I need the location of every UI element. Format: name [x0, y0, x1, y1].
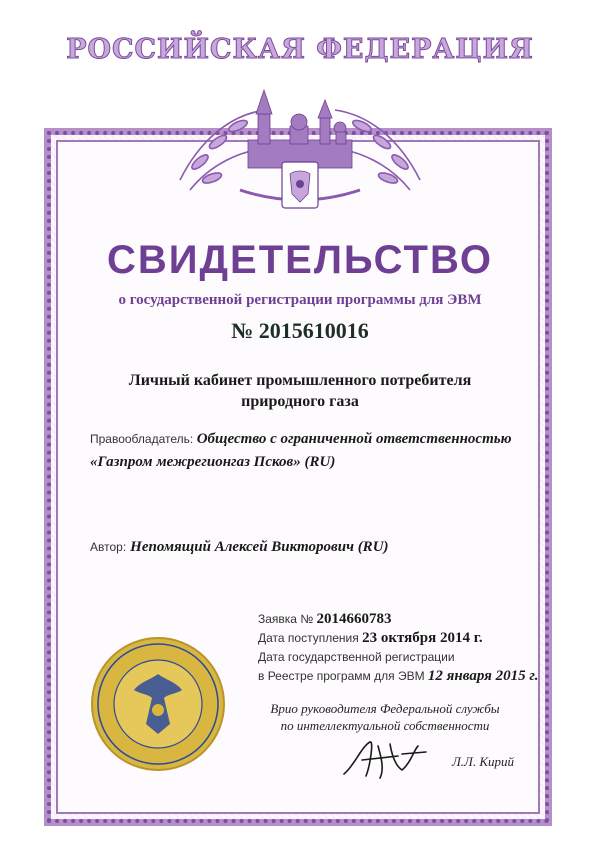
- official-position-line1: Врио руководителя Федеральной службы: [270, 701, 500, 716]
- program-name-line1: Личный кабинет промышленного потребителя: [128, 372, 472, 389]
- rightholder-label: Правообладатель:: [90, 432, 194, 446]
- author-name: Непомящий Алексей Викторович (RU): [130, 539, 389, 555]
- program-name: [100, 370, 500, 412]
- received-date-label: Дата поступления: [258, 631, 359, 645]
- certificate-subtitle: о государственной регистрации программы для ЭВМ: [118, 292, 482, 308]
- signer-name: Л.Л. Кирий: [452, 754, 514, 769]
- handwritten-signature: [340, 736, 430, 782]
- application-number-label: Заявка №: [258, 612, 314, 626]
- registration-date: 12 января 2015 г.: [427, 668, 539, 684]
- rightholder-name-line2: «Газпром межрегионгаз Псков» (RU): [90, 454, 336, 470]
- author-block: [90, 536, 530, 558]
- registration-label-line2: в Реестре программ для ЭВМ: [258, 669, 425, 683]
- kremlin-emblem-illustration: [140, 70, 460, 230]
- official-position-line2: по интеллектуальной собственности: [280, 718, 490, 733]
- application-block: [258, 610, 548, 686]
- certificate-number: № 2015610016: [231, 318, 369, 343]
- received-date: 23 октября 2014 г.: [362, 630, 483, 646]
- rightholder-block: [90, 428, 530, 473]
- application-number: 2014660783: [316, 611, 392, 627]
- country-title: РОССИЙСКАЯ ФЕДЕРАЦИЯ: [66, 34, 534, 65]
- rightholder-name-line1: Общество с ограниченной ответственностью: [196, 431, 512, 447]
- program-name-line2: природного газа: [241, 393, 359, 410]
- official-position: [240, 700, 530, 734]
- author-label: Автор:: [90, 540, 127, 554]
- certificate-title: СВИДЕТЕЛЬСТВО: [107, 238, 493, 282]
- official-seal: [88, 634, 228, 774]
- registration-label-line1: Дата государственной регистрации: [258, 650, 455, 664]
